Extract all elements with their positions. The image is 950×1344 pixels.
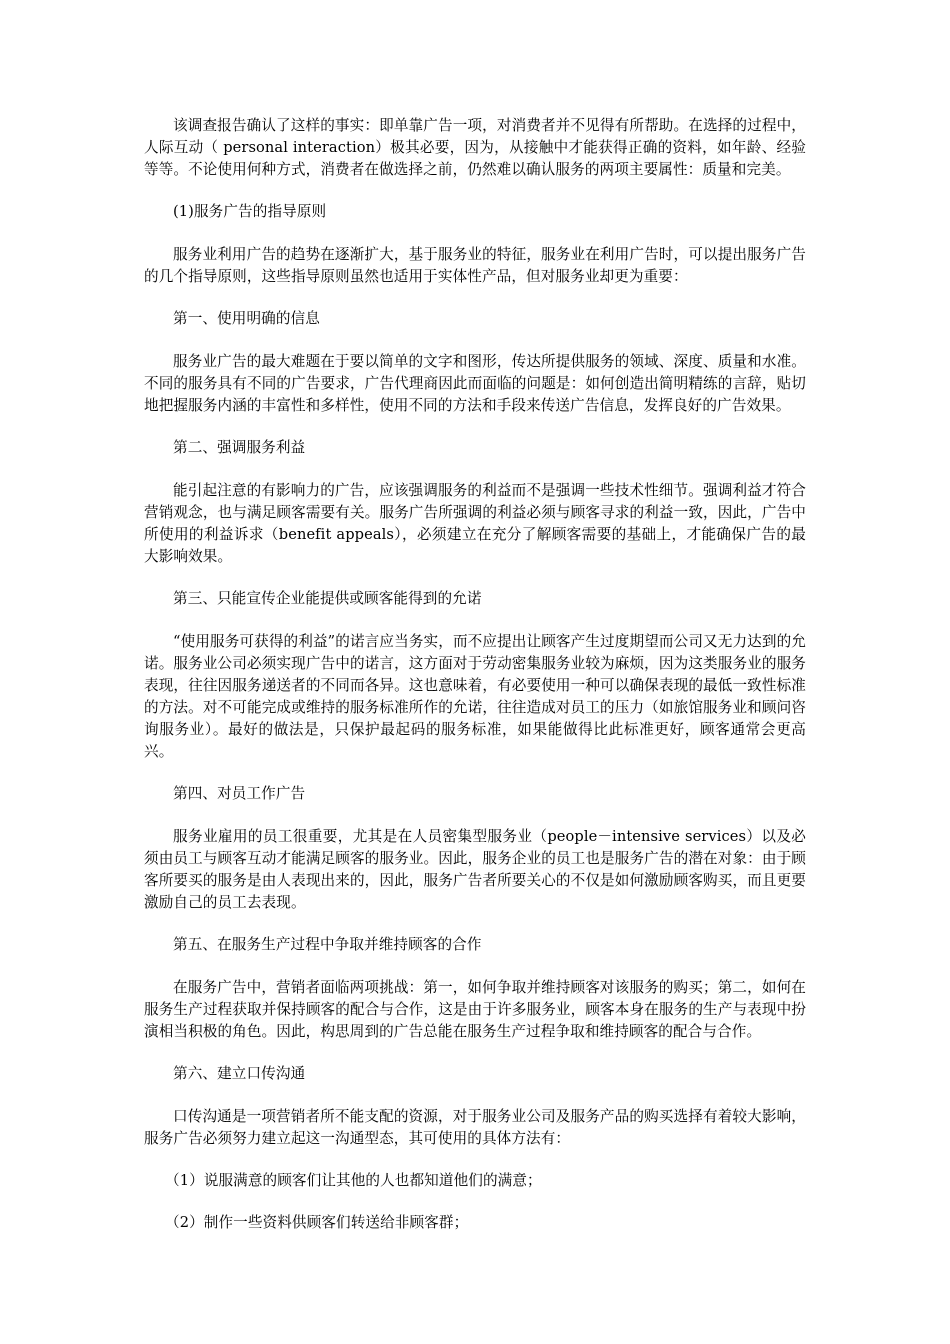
heading-service-ad-guidelines: (1)服务广告的指导原则 — [173, 203, 327, 220]
paragraph-customer-cooperation: 在服务广告中，营销者面临两项挑战：第一，如何争取并维持顾客对该服务的购买；第二，如何在服务生产过程获取并保持顾客的配合与合作，这是由于许多服务业，顾客本身在服务的生产与表现中扮演相当积极的角色。因此，构思周到的广告总能在服务生产过程争取和维持顾客的配合与合作。 — [144, 979, 806, 1040]
heading-first-clear-message: 第一、使用明确的信息 — [173, 310, 320, 327]
list-item-satisfied-customers: （1）说服满意的顾客们让其他的人也都知道他们的满意； — [165, 1172, 542, 1189]
paragraph-promises: “使用服务可获得的利益”的诺言应当务实，而不应提出让顾客产生过度期望而公司又无力达到的允诺。服务业公司必须实现广告中的诺言，这方面对于劳动密集服务业较为麻烦，因为这类服务业的服务表现，往往因服务递送者的不同而各异。这也意味着，有必要使用一种可以确保表现的最低一致性标准的方法。对不可能完成或维持的服务标准所作的允诺，往往造成对员工的压力（如旅馆服务业和顾问咨询服务业）。最好的做法是，只保护最起码的服务标准，如果能做得比此标准更好，顾客通常会更高兴。 — [144, 633, 806, 760]
paragraph-guidelines-intro: 服务业利用广告的趋势在逐渐扩大，基于服务业的特征，服务业在利用广告时，可以提出服务广告的几个指导原则，这些指导原则虽然也适用于实体性产品，但对服务业却更为重要： — [144, 246, 806, 285]
list-item-referral-materials: （2）制作一些资料供顾客们转送给非顾客群； — [165, 1214, 469, 1231]
heading-second-service-benefit: 第二、强调服务利益 — [173, 439, 306, 456]
document-body — [144, 115, 806, 1254]
paragraph-word-of-mouth: 口传沟通是一项营销者所不能支配的资源，对于服务业公司及服务产品的购买选择有着较大影响，服务广告必须努力建立起这一沟通型态，其可使用的具体方法有： — [144, 1108, 806, 1147]
paragraph-employee-ads: 服务业雇用的员工很重要，尤其是在人员密集型服务业（people－intensive services）以及必须由员工与顾客互动才能满足顾客的服务业。因此，服务企业的员工也是服务广告的潜在对象：由于顾客所要买的服务是由人表现出来的，因此，服务广告者所要关心的不仅是如何激励顾客购买，而且更要激励自己的员工去表现。 — [144, 828, 806, 911]
paragraph-service-benefit: 能引起注意的有影响力的广告，应该强调服务的利益而不是强调一些技术性细节。强调利益才符合营销观念，也与满足顾客需要有关。服务广告所强调的利益必须与顾客寻求的利益一致，因此，广告中所使用的利益诉求（benefit appeals），必须建立在充分了解顾客需要的基础上，才能确保广告的最大影响效果。 — [144, 482, 806, 565]
heading-third-promises: 第三、只能宣传企业能提供或顾客能得到的允诺 — [173, 590, 482, 607]
heading-fifth-customer-cooperation: 第五、在服务生产过程中争取并维持顾客的合作 — [173, 936, 482, 953]
paragraph-survey-report: 该调查报告确认了这样的事实：即单靠广告一项，对消费者并不见得有所帮助。在选择的过程中，人际互动（ personal interaction）极其必要，因为，从接触中才能获得正确的资料，如年龄、经验等等。不论使用何种方式，消费者在做选择之前，仍然难以确认服务的两项主要属性：质量和完美。 — [144, 117, 806, 178]
heading-sixth-word-of-mouth: 第六、建立口传沟通 — [173, 1065, 306, 1082]
heading-fourth-employee-ads: 第四、对员工作广告 — [173, 785, 306, 802]
paragraph-clear-message: 服务业广告的最大难题在于要以简单的文字和图形，传达所提供服务的领域、深度、质量和水准。不同的服务具有不同的广告要求，广告代理商因此而面临的问题是：如何创造出简明精练的言辞，贴切地把握服务内涵的丰富性和多样性，使用不同的方法和手段来传送广告信息，发挥良好的广告效果。 — [144, 353, 806, 414]
